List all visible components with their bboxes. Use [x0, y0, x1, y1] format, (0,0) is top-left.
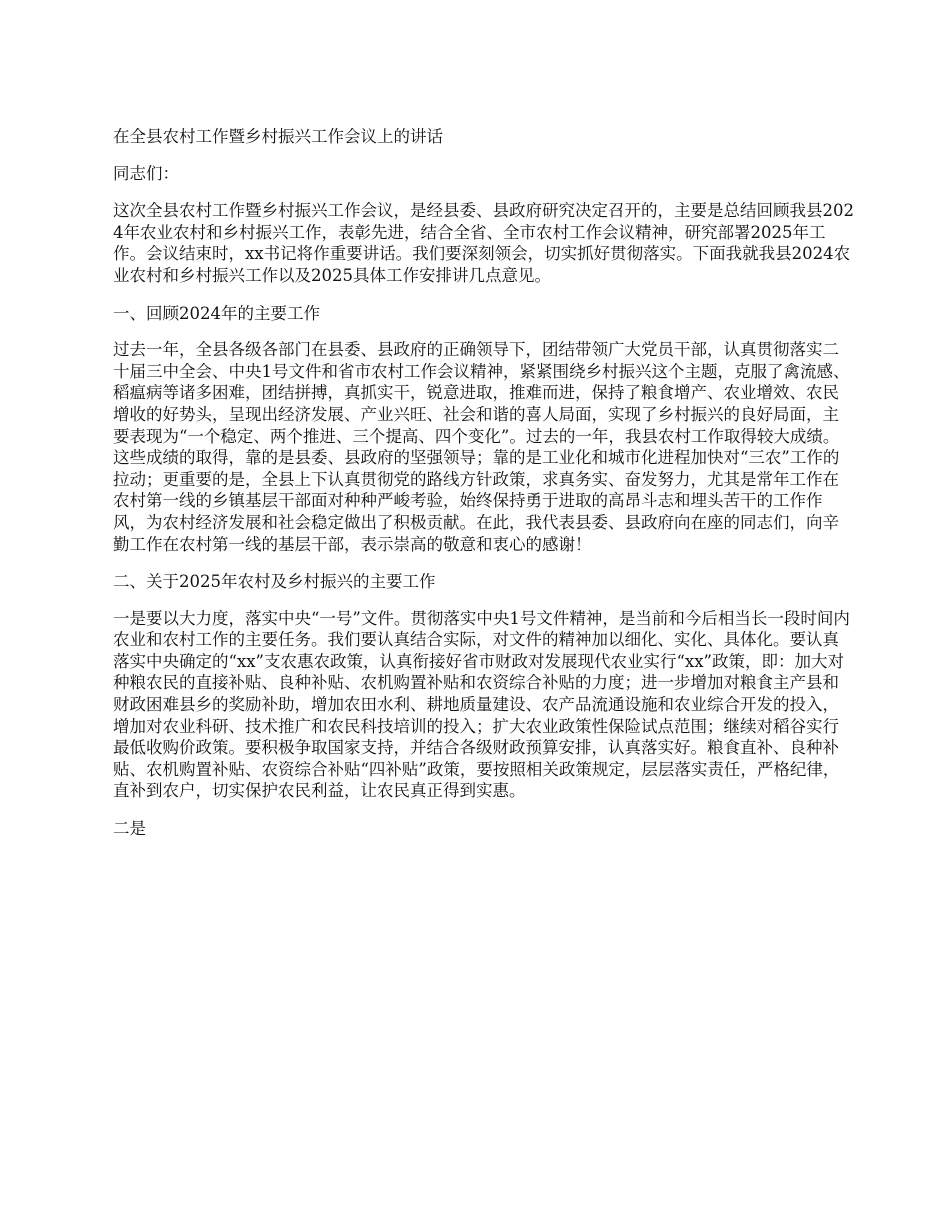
greeting: 同志们：	[113, 163, 179, 183]
section-2-paragraph: 一是要以大力度，落实中央“一号”文件。贯彻落实中央1号文件精神，是当前和今后相当长一段时间内农业和农村工作的主要任务。我们要认真结合实际，对文件的精神加以细化、实化、具体化。要认真落实中央确定的“xx”支农惠农政策，认真衔接好省市财政对发展现代农业实行“xx”政策，即：加大对种粮农民的直接补贴、良种补贴、农机购置补贴和农资综合补贴的力度；进一步增加对粮食主产县和财政困难县乡的奖励补助，增加农田水利、耕地质量建设、农产品流通设施和农业综合开发的投入，增加对农业科研、技术推广和农民科技培训的投入；扩大农业政策性保险试点范围；继续对稻谷实行最低收购价政策。要积极争取国家支持，并结合各级财政预算安排，认真落实好。粮食直补、良种补贴、农机购置补贴、农资综合补贴“四补贴”政策，要按照相关政策规定，层层落实责任，严格纪律，直补到农户，切实保护农民利益，让农民真正得到实惠。	[113, 608, 850, 801]
section-2-heading: 二、关于2025年农村及乡村振兴的主要工作	[113, 572, 436, 592]
section-1-heading: 一、回顾2024年的主要工作	[113, 303, 320, 323]
intro-paragraph: 这次全县农村工作暨乡村振兴工作会议，是经县委、县政府研究决定召开的，主要是总结回顾我县2024年农业农村和乡村振兴工作，表彰先进，结合全省、全市农村工作会议精神，研究部署2025年工作。会议结束时，xx书记将作重要讲话。我们要深刻领会，切实抓好贯彻落实。下面我就我县2024农业农村和乡村振兴工作以及2025具体工作安排讲几点意见。	[113, 201, 854, 285]
section-2-next-item: 二是	[113, 819, 146, 839]
document-title: 在全县农村工作暨乡村振兴工作会议上的讲话	[113, 127, 443, 146]
section-1-paragraph: 过去一年，全县各级各部门在县委、县政府的正确领导下，团结带领广大党员干部，认真贯彻落实二十届三中全会、中央1号文件和省市农村工作会议精神，紧紧围绕乡村振兴这个主题，克服了禽流感、稻瘟病等诸多困难，团结拼搏，真抓实干，锐意进取，推难而进，保持了粮食增产、农业增效、农民增收的好势头，呈现出经济发展、产业兴旺、社会和谐的喜人局面，实现了乡村振兴的良好局面，主要表现为“一个稳定、两个推进、三个提高、四个变化”。过去的一年，我县农村工作取得较大成绩。这些成绩的取得，靠的是县委、县政府的坚强领导；靠的是工业化和城市化进程加快对“三农”工作的拉动；更重要的是，全县上下认真贯彻党的路线方针政策，求真务实、奋发努力，尤其是常年工作在农村第一线的乡镇基层干部面对种种严峻考验，始终保持勇于进取的高昂斗志和埋头苦干的工作作风，为农村经济发展和社会稳定做出了积极贡献。在此，我代表县委、县政府向在座的同志们，向辛勤工作在农村第一线的基层干部，表示崇高的敬意和衷心的感谢！	[113, 340, 850, 554]
